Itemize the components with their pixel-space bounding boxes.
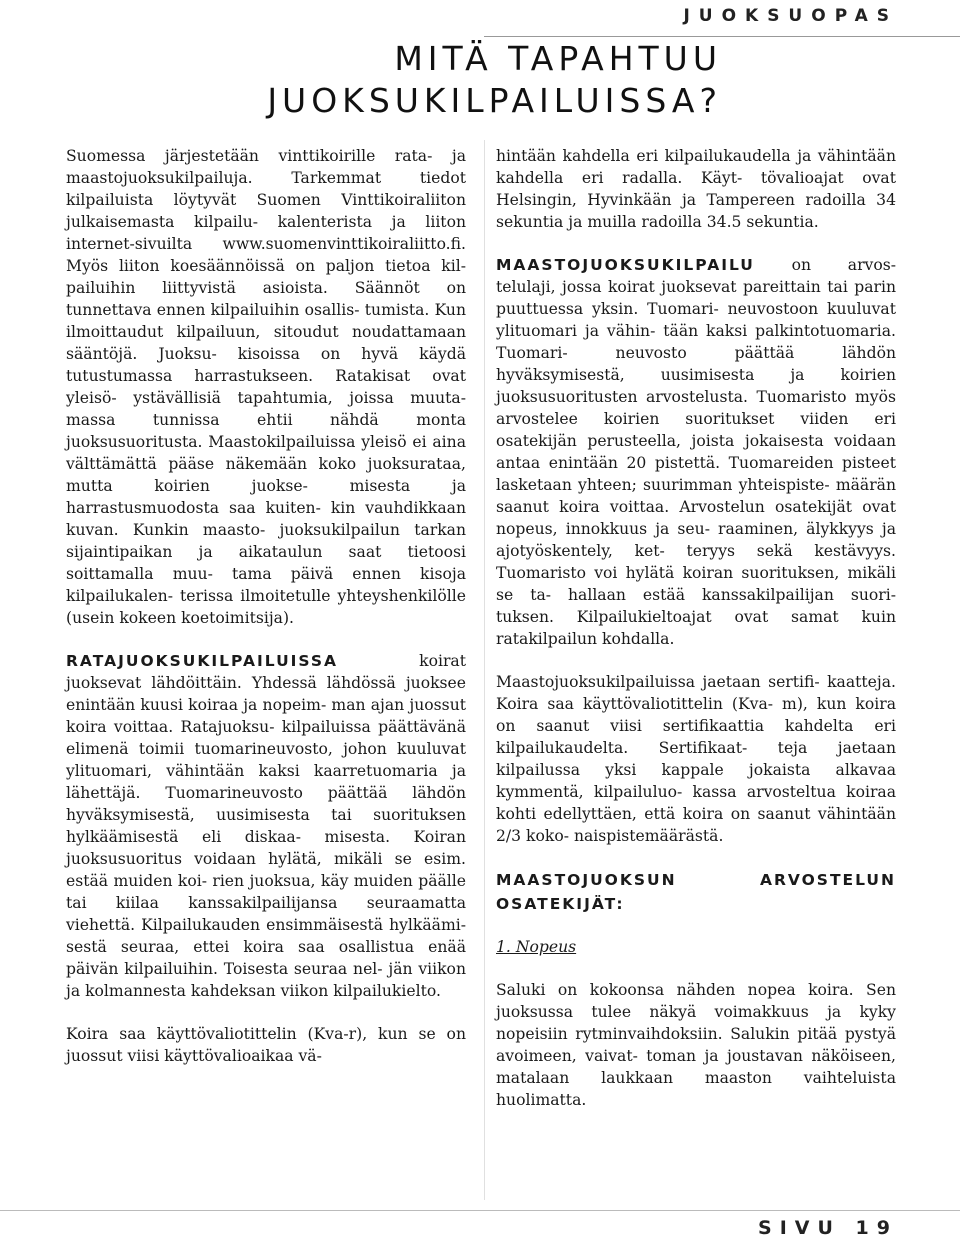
- intro-paragraph: Suomessa järjestetään vinttikoirille rata- ja maastojuoksukilpailuja. Tarkemmat tiedot kilpailuista löytyvät Suomen Vinttikoiraliiton julkaisemasta kilpailu- kalenterista ja liiton internet-sivuilta www.suomenvinttikoiraliitto.fi. Myös liiton koesäännöissä on paljon tietoa kil- pailuihin liittyvistä asioista. Säännöt on tunnettava ennen kilpailuihin osallis- tumista. Kun ilmoittaudut kilpailuun, sitoudut noudattamaan sääntöjä. Juoksu- kisoissa on hyvä käydä tutustumassa harrastukseen. Ratakisat ovat yleisö- ystävällisiä tapahtumia, joissa muuta- massa tunnissa ehtii nähdä monta juoksusuoritusta. Maastokilpailuissa yleisö ei aina välttämättä pääse näkemään koko juoksurataa, mutta koirien juokse- misesta ja harrastusmuodosta saa kuiten- kin vauhdikkaan kuvan. Kunkin maasto- juoksukilpailun tarkan sijaintipaikan ja aikataulun saat tietoosi soittamalla muu- tama päivä ennen kisoja kilpailukalen- terissa ilmoitetulle yhteyshenkilölle (usein kokeen koetoimitsija).: [66, 147, 466, 627]
- sertifikaatti-paragraph: Maastojuoksukilpailuissa jaetaan sertifi- kaatteja. Koira saa käyttövaliotittelin (Kva- m), kun koira on saanut viisi sertifikaattia kahdelta eri kilpailukaudelta. Sertifikaat- teja jaetaan kilpailussa yksi kappale jokaista alkavaa kymmentä, kilpailuluo- kassa arvosteltua koiraa kohti edellyttäen, että koira on saanut vähintään 2/3 koko- naispistemäärästä.: [496, 673, 896, 845]
- nopeus-paragraph: Saluki on kokoonsa nähden nopea koira. Sen juoksussa tulee näkyä voimakkuus ja kyky nopeisiin rytminvaihdoksiin. Salukin pitää pystyä avoimeen, vaivat- toman ja joustavan näköiseen, matalaan laukkaan maaston vaihteluista huolimatta.: [496, 981, 896, 1109]
- column-divider: [484, 140, 485, 1200]
- header-rule: [484, 36, 960, 37]
- page-title-line1: MITÄ TAPAHTUU: [394, 39, 722, 78]
- left-column: [66, 145, 466, 1088]
- maasto-text: on arvos- telulaji, jossa koirat juoksevat pareittain tai parin puuttuessa yksin. Tuomari- neuvostoon kuuluvat ylituomari ja vähin- tään kaksi palkintotuomaria. Tuomari- neuvosto päättää lähdön hyväksymisestä, uusimisesta ja koirien juoksusuoritusten arvostelusta. Tuomaristo myös arvostelee koirien suoritukset viiden eri osatekijän perusteella, joista jokaisesta voidaan antaa enintään 20 pistettä. Tuomareiden pisteet lasketaan yhteen; suurimman yhteispiste- määrän saanut koira voittaa. Arvostelun osatekijät ovat nopeus, innokkuus ja seu- raaminen, älykkyys ja ajotyöskentely, ket- teryys sekä kestävyys. Tuomaristo voi hylätä koiran suorituksen, mikäli se ta- hallaan estää kanssakilpailijan suori- tuksen. Kilpailukieltoajat ovat samat kuin ratakilpailun kohdalla.: [496, 256, 896, 648]
- continued-paragraph: hintään kahdella eri kilpailukaudella ja vähintään kahdella eri radalla. Käyt- tövalioajat ovat Helsingin, Hyvinkään ja Tampereen radoilla 34 sekuntia ja muilla radoilla 34.5 sekuntia.: [496, 147, 896, 231]
- osatekijat-heading: MAASTOJUOKSUN ARVOSTELUN OSATEKIJÄT:: [496, 871, 896, 913]
- nopeus-subheading: 1. Nopeus: [496, 938, 577, 956]
- maasto-paragraph: [496, 254, 896, 650]
- rata-heading: RATAJUOKSUKILPAILUISSA: [66, 652, 339, 670]
- page-title-line2: JUOKSUKILPAILUISSA?: [267, 81, 722, 120]
- section-label: JUOKSUOPAS: [683, 6, 898, 26]
- footer-rule: [0, 1210, 960, 1211]
- page-number: SIVU 19: [758, 1217, 898, 1239]
- maasto-heading: MAASTOJUOKSUKILPAILU: [496, 256, 755, 274]
- right-column: [496, 145, 896, 1132]
- page-title: [267, 38, 722, 122]
- rata-paragraph: [66, 650, 466, 1002]
- kva-r-paragraph: Koira saa käyttövaliotittelin (Kva-r), kun se on juossut viisi käyttövalioaikaa vä-: [66, 1025, 466, 1065]
- rata-text: koirat juoksevat lähdöittäin. Yhdessä lähdössä juoksee enintään kuusi koiraa ja nopeim- man ajan juossut koira voittaa. Ratajuoksu- kilpailuissa päättävänä elimenä toimii tuomarineuvosto, johon kuuluvat ylituomari, vähintään kaksi kaarretuomaria ja lähettäjä. Tuomarineuvosto päättää lähdön hyväksymisestä, uusimisesta tai suorituksen hylkäämisestä eli diskaa- misesta. Koiran juoksusuoritus voidaan hylätä, mikäli se esim. estää muiden koi- rien juoksua, käy muiden päälle tai kiilaa kanssakilpailijansa seuraamatta viehettä. Kilpailukauden ensimmäisestä hylkäämi- sestä seuraa, ettei koira saa osallistua enää päivän kilpailuihin. Toisesta seuraa nel- jän viikon ja kolmannesta kahdeksan viikon kilpailukielto.: [66, 652, 466, 1000]
